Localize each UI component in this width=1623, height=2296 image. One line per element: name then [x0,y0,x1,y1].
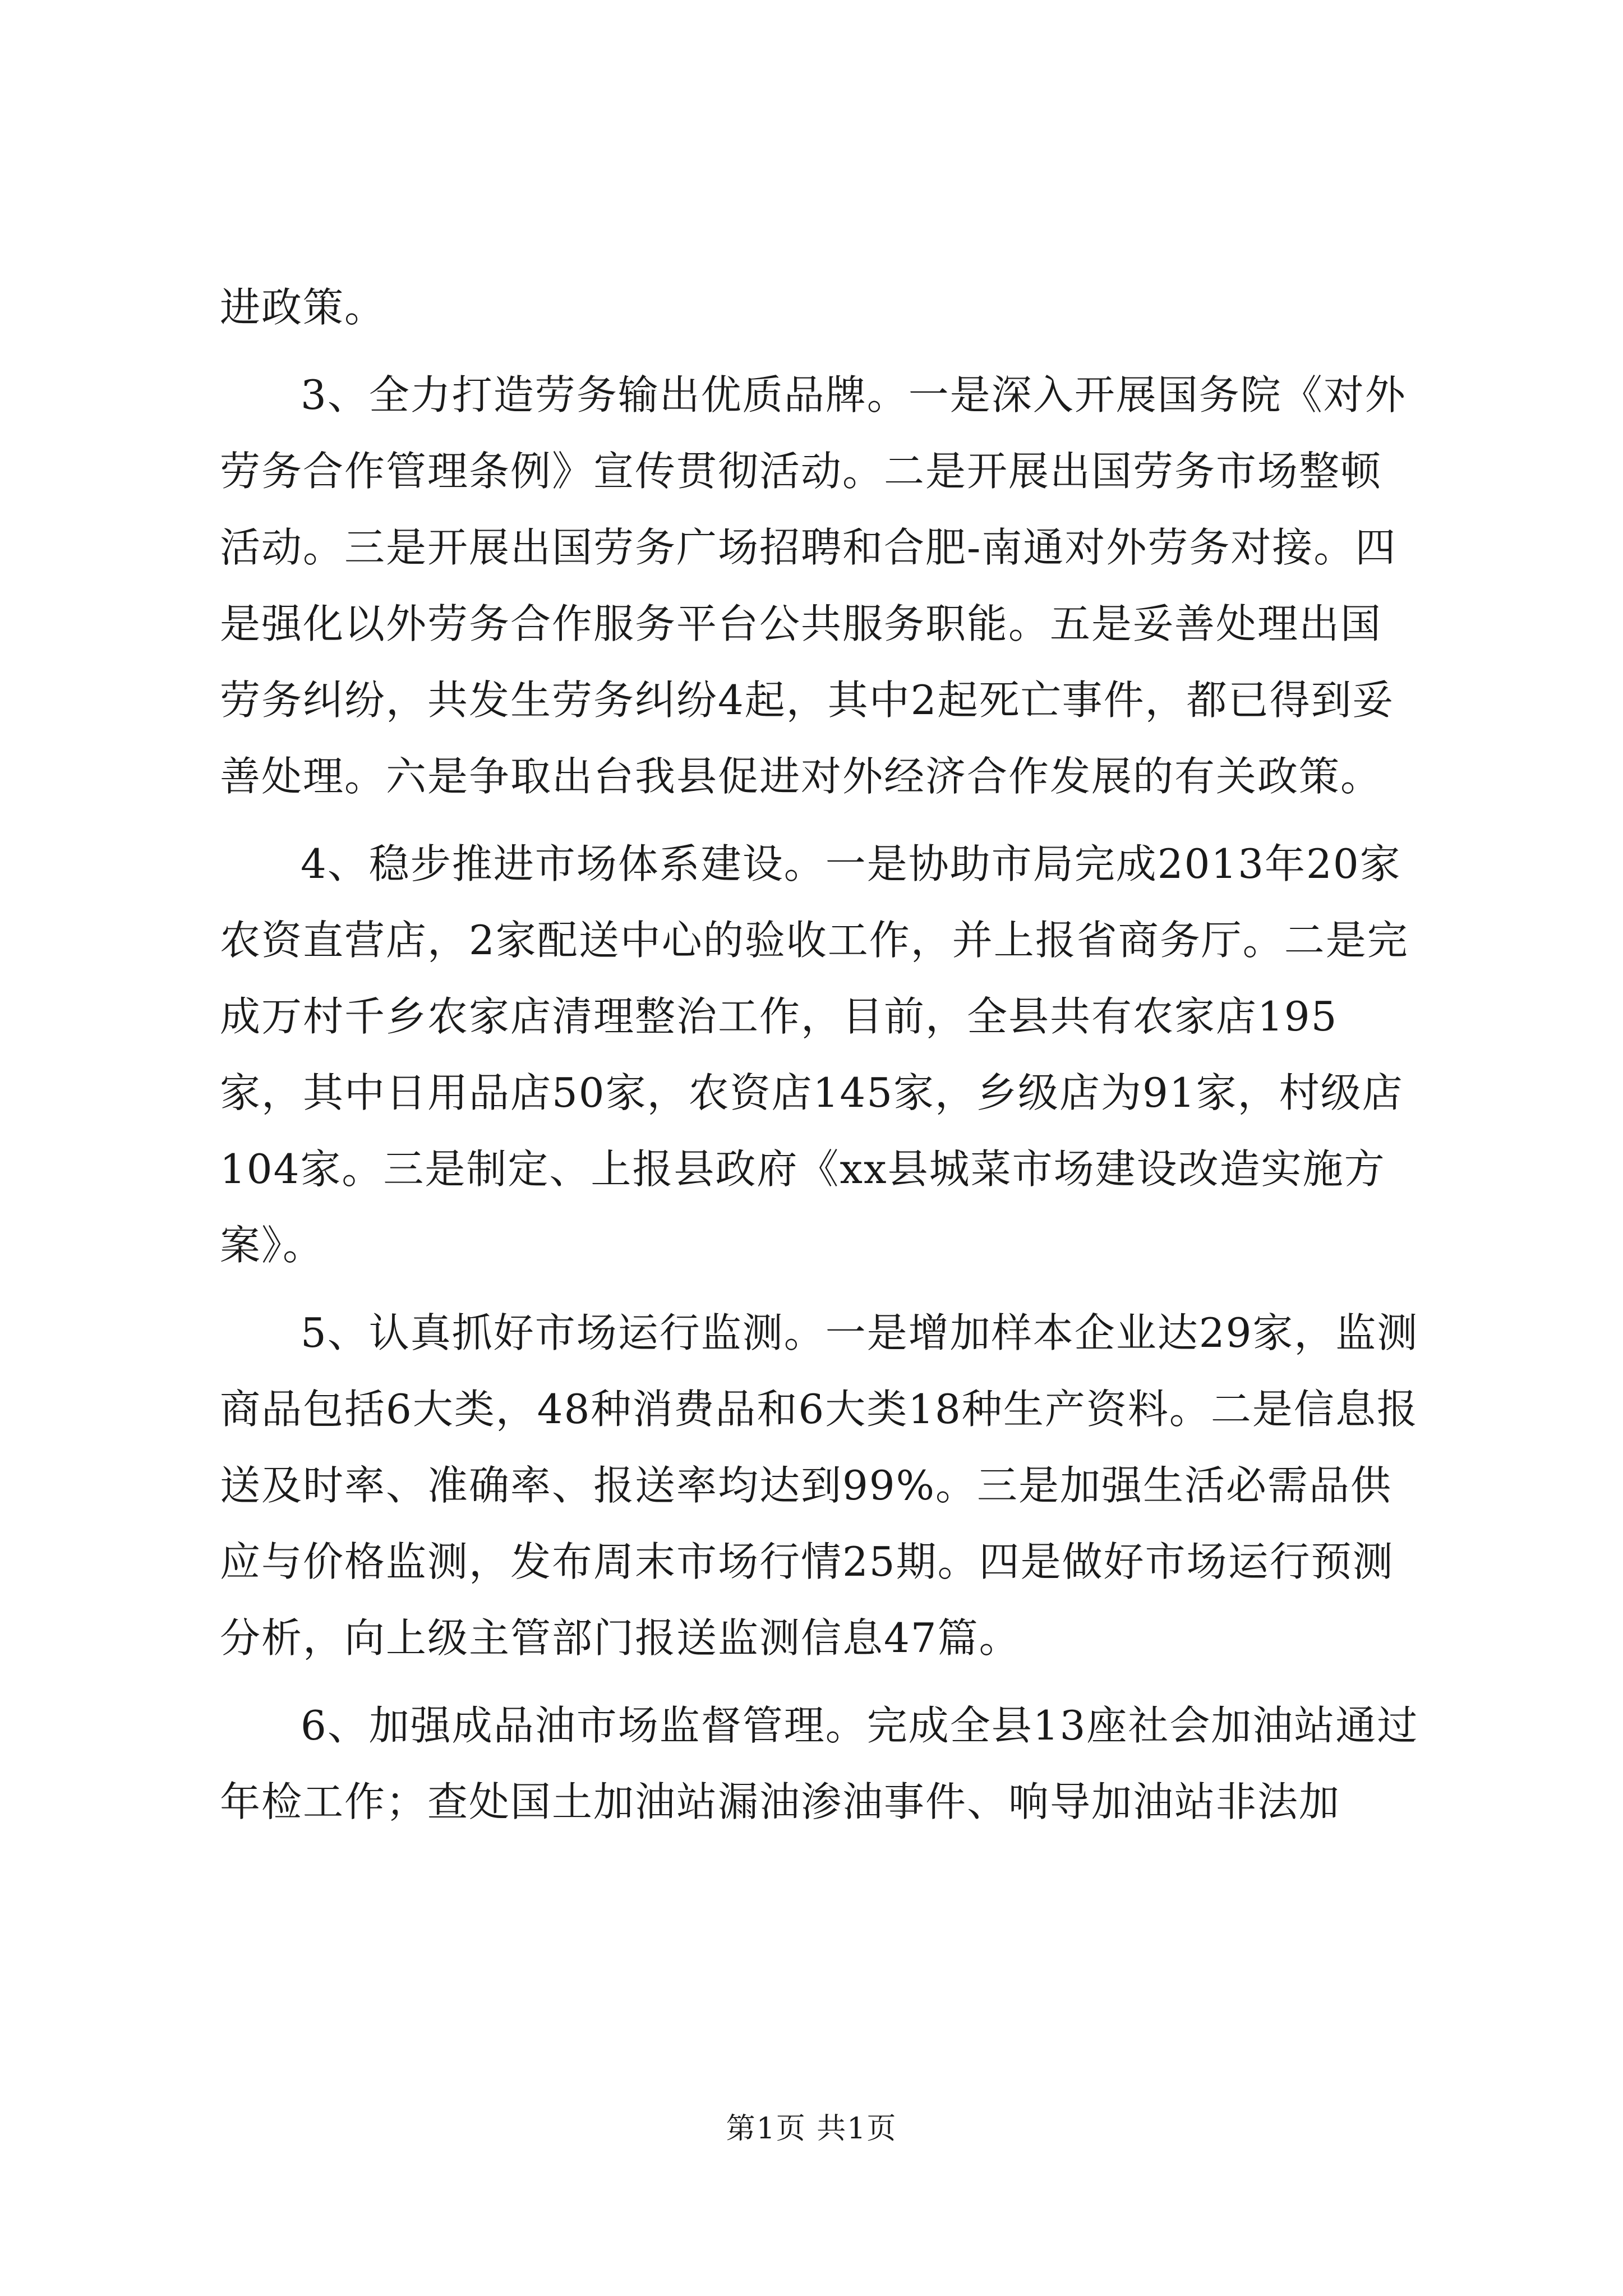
page-number-label: 第1页 共1页 [726,2112,897,2146]
paragraph-market-monitoring: 5、认真抓好市场运行监测。一是增加样本企业达29家，监测商品包括6大类，48种消费品和6大类18种生产资料。二是信息报送及时率、准确率、报送率均达到99%。三是加强生活必需品供应与价格监测，发布周末市场行情25期。四是做好市场运行预测分析，向上级主管部门报送监测信息47篇。 [220,1309,1419,1662]
page-footer [0,2109,1623,2148]
paragraph-continuation: 进政策。 [220,284,386,331]
paragraph-oil-market: 6、加强成品油市场监督管理。完成全县13座社会加油站通过年检工作；查处国土加油站漏油渗油事件、响导加油站非法加 [220,1702,1419,1825]
document-body [220,269,1420,1840]
paragraph-labor-export: 3、全力打造劳务输出优质品牌。一是深入开展国务院《对外劳务合作管理条例》宣传贯彻活动。二是开展出国劳务市场整顿活动。三是开展出国劳务广场招聘和合肥-南通对外劳务对接。四是强化以外劳务合作服务平台公共服务职能。五是妥善处理出国劳务纠纷，共发生劳务纠纷4起，其中2起死亡事件，都已得到妥善处理。六是争取出台我县促进对外经济合作发展的有关政策。 [220,371,1407,800]
paragraph-market-system: 4、稳步推进市场体系建设。一是协助市局完成2013年20家农资直营店，2家配送中心的验收工作，并上报省商务厅。二是完成万村千乡农家店清理整治工作，目前，全县共有农家店195家，其中日用品店50家，农资店145家，乡级店为91家，村级店104家。三是制定、上报县政府《xx县城菜市场建设改造实施方案》。 [220,840,1409,1269]
